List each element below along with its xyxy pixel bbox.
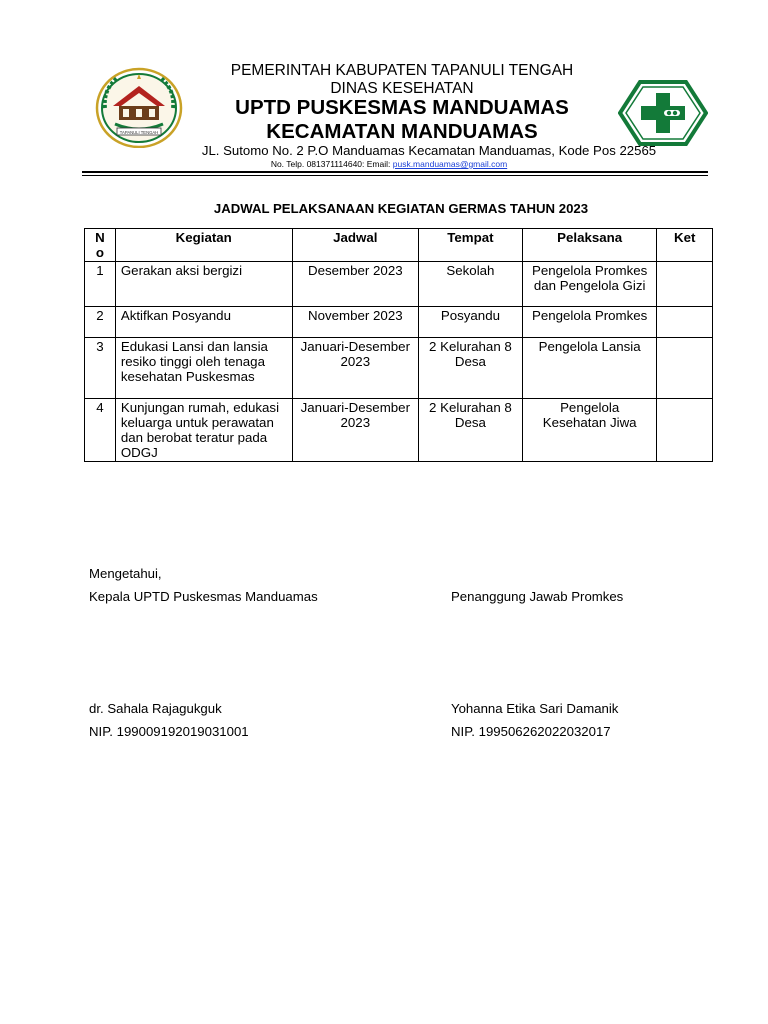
table-header-row [85, 229, 713, 262]
header-jadwal: Jadwal [292, 229, 418, 262]
sig-left-name: dr. Sahala Rajagukguk [89, 701, 222, 716]
header-no [85, 229, 116, 262]
cell-ket [657, 306, 713, 337]
cell-tempat: Sekolah [419, 261, 523, 306]
cell-no: 1 [85, 261, 116, 306]
cell-pelaksana: Pengelola Promkes [522, 306, 657, 337]
cell-kegiatan: Aktifkan Posyandu [115, 306, 292, 337]
cell-jadwal: November 2023 [292, 306, 418, 337]
table-row [85, 261, 713, 306]
cell-kegiatan: Edukasi Lansi dan lansia resiko tinggi oleh tenaga kesehatan Puskesmas [115, 337, 292, 398]
sig-right-name: Yohanna Etika Sari Damanik [451, 701, 619, 716]
cell-jadwal: Januari-Desember 2023 [292, 398, 418, 461]
letterhead-divider [82, 171, 708, 173]
header-ket: Ket [657, 229, 713, 262]
table-row [85, 306, 713, 337]
letterhead-contact [5, 159, 768, 169]
header-tempat: Tempat [419, 229, 523, 262]
cell-jadwal: Desember 2023 [292, 261, 418, 306]
letterhead-divider-thin [82, 175, 708, 176]
cell-kegiatan: Gerakan aksi bergizi [115, 261, 292, 306]
letterhead-institution: UPTD PUSKESMAS MANDUAMAS [235, 96, 569, 119]
header-no-line2: o [95, 245, 104, 261]
sig-mengetahui: Mengetahui, [89, 566, 162, 581]
document-title: JADWAL PELAKSANAAN KEGIATAN GERMAS TAHUN 2023 [213, 201, 589, 216]
cell-pelaksana: Pengelola Lansia [522, 337, 657, 398]
sig-right-role: Penanggung Jawab Promkes [451, 589, 624, 604]
cell-no: 3 [85, 337, 116, 398]
cell-tempat: Posyandu [419, 306, 523, 337]
letterhead-government: PEMERINTAH KABUPATEN TAPANULI TENGAH [230, 62, 574, 79]
contact-phone: No. Telp. 081371114640: Email: [270, 159, 393, 169]
letterhead-district: KECAMATAN MANDUAMAS [266, 120, 538, 143]
emblem-ribbon-text: TAPANULI TENGAH [119, 129, 159, 135]
schedule-table [84, 228, 713, 462]
cell-tempat: 2 Kelurahan 8 Desa [419, 337, 523, 398]
cell-ket [657, 398, 713, 461]
table-row [85, 337, 713, 398]
header-pelaksana: Pelaksana [522, 229, 657, 262]
cell-ket [657, 337, 713, 398]
sig-right-nip: NIP. 199506262022032017 [451, 724, 611, 739]
header-no-line1: N [95, 230, 105, 245]
header-kegiatan: Kegiatan [115, 229, 292, 262]
cell-pelaksana: Pengelola Promkes dan Pengelola Gizi [522, 261, 657, 306]
cell-ket [657, 261, 713, 306]
cell-kegiatan: Kunjungan rumah, edukasi keluarga untuk perawatan dan berobat teratur pada ODGJ [115, 398, 292, 461]
contact-email-link[interactable]: pusk.manduamas@gmail.com [392, 159, 508, 169]
letterhead-department: DINAS KESEHATAN [330, 80, 474, 97]
cell-no: 2 [85, 306, 116, 337]
table-row [85, 398, 713, 461]
cell-pelaksana: Pengelola Kesehatan Jiwa [522, 398, 657, 461]
letterhead-address: JL. Sutomo No. 2 P.O Manduamas Kecamatan Manduamas, Kode Pos 22565 [201, 143, 657, 158]
cell-tempat: 2 Kelurahan 8 Desa [419, 398, 523, 461]
cell-no: 4 [85, 398, 116, 461]
sig-left-role: Kepala UPTD Puskesmas Manduamas [89, 589, 318, 604]
sig-left-nip: NIP. 199009192019031001 [89, 724, 249, 739]
cell-jadwal: Januari-Desember 2023 [292, 337, 418, 398]
